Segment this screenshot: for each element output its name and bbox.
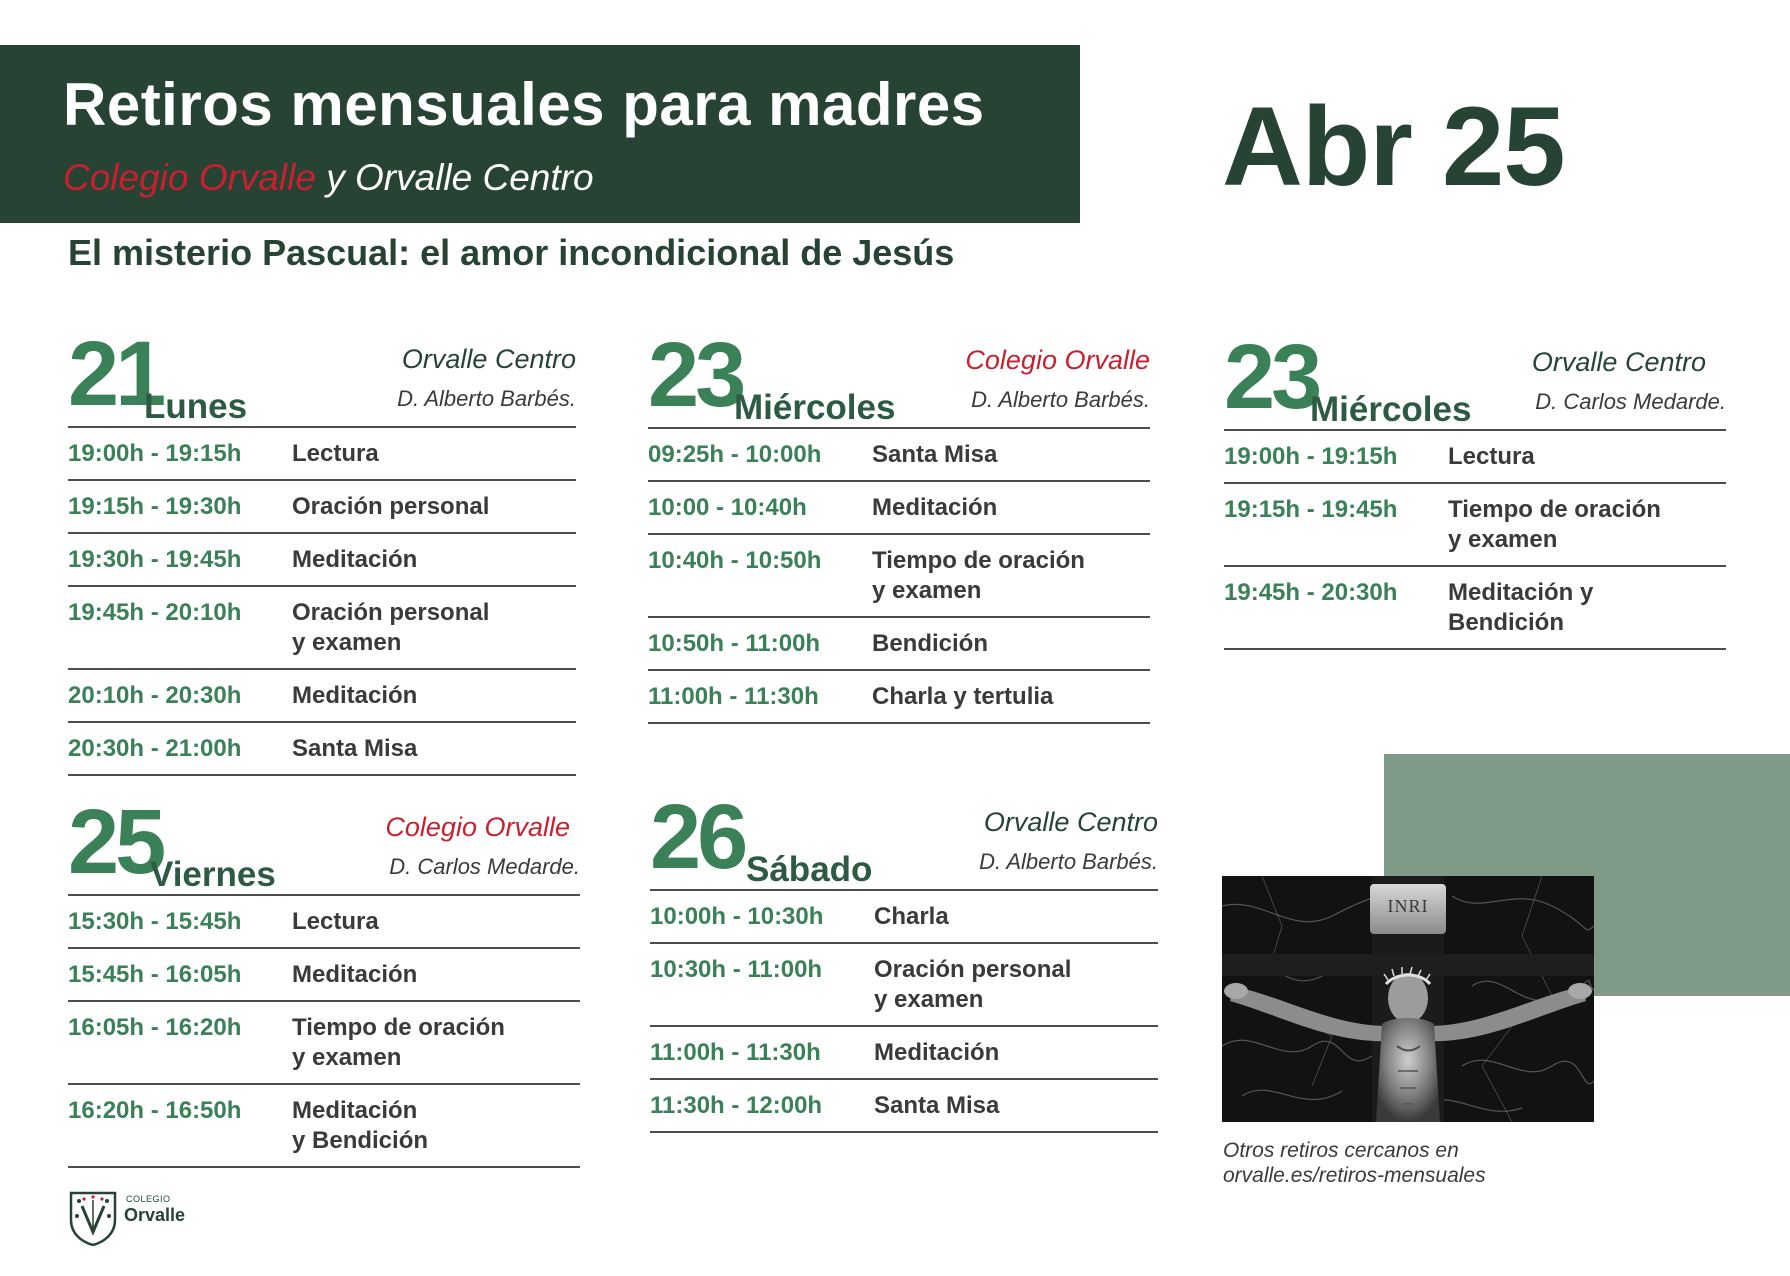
schedule-row [648,671,1150,724]
month-date: Abr 25 [1222,84,1565,209]
row-activity: Meditación [872,494,998,521]
day-priest: D. Alberto Barbés. [979,849,1158,874]
day-block-21-lunes [68,323,576,776]
day-name: Miércoles [734,388,896,427]
inri-plaque-text: INRI [1387,896,1429,916]
schedule-row [1224,567,1726,650]
row-activity: Lectura [1448,443,1535,470]
row-activity: Tiempo de oración y examen [1448,496,1661,553]
schedule-row [68,1002,580,1085]
row-activity: Santa Misa [292,735,418,762]
row-activity: Oración personal y examen [874,956,1072,1013]
page-title: Retiros mensuales para madres [63,71,985,138]
logo-label-small: COLEGIO [126,1194,171,1204]
day-name: Miércoles [1310,390,1472,429]
footer-line-1: Otros retiros cercanos en [1223,1139,1459,1162]
schedule-table [68,894,580,1168]
schedule-row [68,949,580,1002]
row-time: 10:00h - 10:30h [650,903,824,930]
row-time: 19:00h - 19:15h [1224,443,1398,470]
schedule-row [68,534,576,587]
day-number: 26 [650,786,745,888]
crucifix-photo [1222,876,1594,1122]
day-number: 21 [68,323,163,425]
day-place: Colegio Orvalle [385,812,570,842]
subtitle-colegio: Colegio Orvalle [63,157,316,198]
day-place: Colegio Orvalle [965,345,1150,375]
row-activity: Santa Misa [874,1092,1000,1119]
schedule-row [650,1080,1158,1133]
row-time: 15:30h - 15:45h [68,908,242,935]
row-time: 11:00h - 11:30h [648,683,819,710]
schedule-row [68,481,576,534]
schedule-table [648,427,1150,724]
row-time: 19:30h - 19:45h [68,546,242,573]
logo-label-big: Orvalle [124,1205,186,1225]
row-activity: Bendición [872,630,989,657]
row-time: 10:30h - 11:00h [650,956,823,983]
row-time: 19:15h - 19:45h [1224,496,1398,523]
schedule-table [1224,429,1726,650]
row-time: 20:30h - 21:00h [68,735,242,762]
day-place: Orvalle Centro [401,344,576,374]
row-time: 19:00h - 19:15h [68,440,242,467]
schedule-row [68,896,580,949]
row-time: 19:45h - 20:10h [68,599,242,626]
schedule-row [650,1027,1158,1080]
day-place: Orvalle Centro [983,807,1158,837]
schedule-row [1224,484,1726,567]
row-activity: Meditación y Bendición [292,1097,429,1154]
row-activity: Oración personal y examen [292,599,490,656]
retreat-theme: El misterio Pascual: el amor incondicional de Jesús [68,232,955,273]
row-activity: Lectura [292,440,379,467]
day-header [68,791,580,894]
schedule-row [68,587,576,670]
footer-link[interactable]: orvalle.es/retiros-mensuales [1223,1164,1486,1187]
row-time: 11:30h - 12:00h [650,1092,823,1119]
row-activity: Meditación [292,961,418,988]
day-block-23-miercoles-colegio [648,324,1150,724]
row-activity: Santa Misa [872,441,998,468]
schedule-row [68,670,576,723]
page-subtitle [63,157,594,199]
schedule-table [650,889,1158,1133]
row-activity: Meditación [292,682,418,709]
day-number: 25 [68,791,163,893]
day-block-26-sabado [650,786,1158,1133]
day-header [68,323,576,426]
row-time: 19:45h - 20:30h [1224,579,1398,606]
day-header [1224,326,1726,429]
colegio-orvalle-logo [68,1190,208,1246]
schedule-row [68,428,576,481]
row-time: 16:05h - 16:20h [68,1014,242,1041]
schedule-row [648,535,1150,618]
row-time: 10:40h - 10:50h [648,547,822,574]
row-time: 11:00h - 11:30h [650,1039,821,1066]
day-number: 23 [648,324,743,426]
day-place: Orvalle Centro [1531,347,1706,377]
day-priest: D. Alberto Barbés. [397,386,576,411]
row-activity: Charla y tertulia [872,683,1054,710]
schedule-row [648,618,1150,671]
day-priest: D. Carlos Medarde. [389,854,580,879]
day-name: Viernes [150,855,276,894]
row-time: 16:20h - 16:50h [68,1097,242,1124]
day-priest: D. Carlos Medarde. [1535,389,1726,414]
day-block-23-miercoles-centro [1224,326,1726,650]
schedule-row [648,429,1150,482]
schedule-row [650,891,1158,944]
row-activity: Charla [874,903,949,930]
schedule-row [68,1085,580,1168]
day-header [650,786,1158,889]
row-activity: Meditación y Bendición [1448,579,1594,636]
row-time: 10:50h - 11:00h [648,630,821,657]
row-time: 10:00 - 10:40h [648,494,807,521]
schedule-row [68,723,576,776]
day-priest: D. Alberto Barbés. [971,387,1150,412]
day-block-25-viernes [68,791,580,1168]
subtitle-centro: y Orvalle Centro [315,157,594,198]
footer-note [1223,1138,1486,1188]
row-activity: Meditación [874,1039,1000,1066]
day-name: Lunes [144,387,248,426]
schedule-table [68,426,576,776]
day-header [648,324,1150,427]
row-time: 15:45h - 16:05h [68,961,242,988]
row-time: 20:10h - 20:30h [68,682,242,709]
schedule-row [648,482,1150,535]
day-name: Sábado [746,850,873,889]
schedule-row [650,944,1158,1027]
row-activity: Oración personal [292,493,490,520]
row-activity: Meditación [292,546,418,573]
schedule-row [1224,431,1726,484]
row-activity: Tiempo de oración y examen [292,1014,505,1071]
row-activity: Lectura [292,908,379,935]
crest-icon [68,1190,118,1246]
row-time: 19:15h - 19:30h [68,493,242,520]
row-activity: Tiempo de oración y examen [872,547,1085,604]
row-time: 09:25h - 10:00h [648,441,822,468]
day-number: 23 [1224,326,1319,428]
